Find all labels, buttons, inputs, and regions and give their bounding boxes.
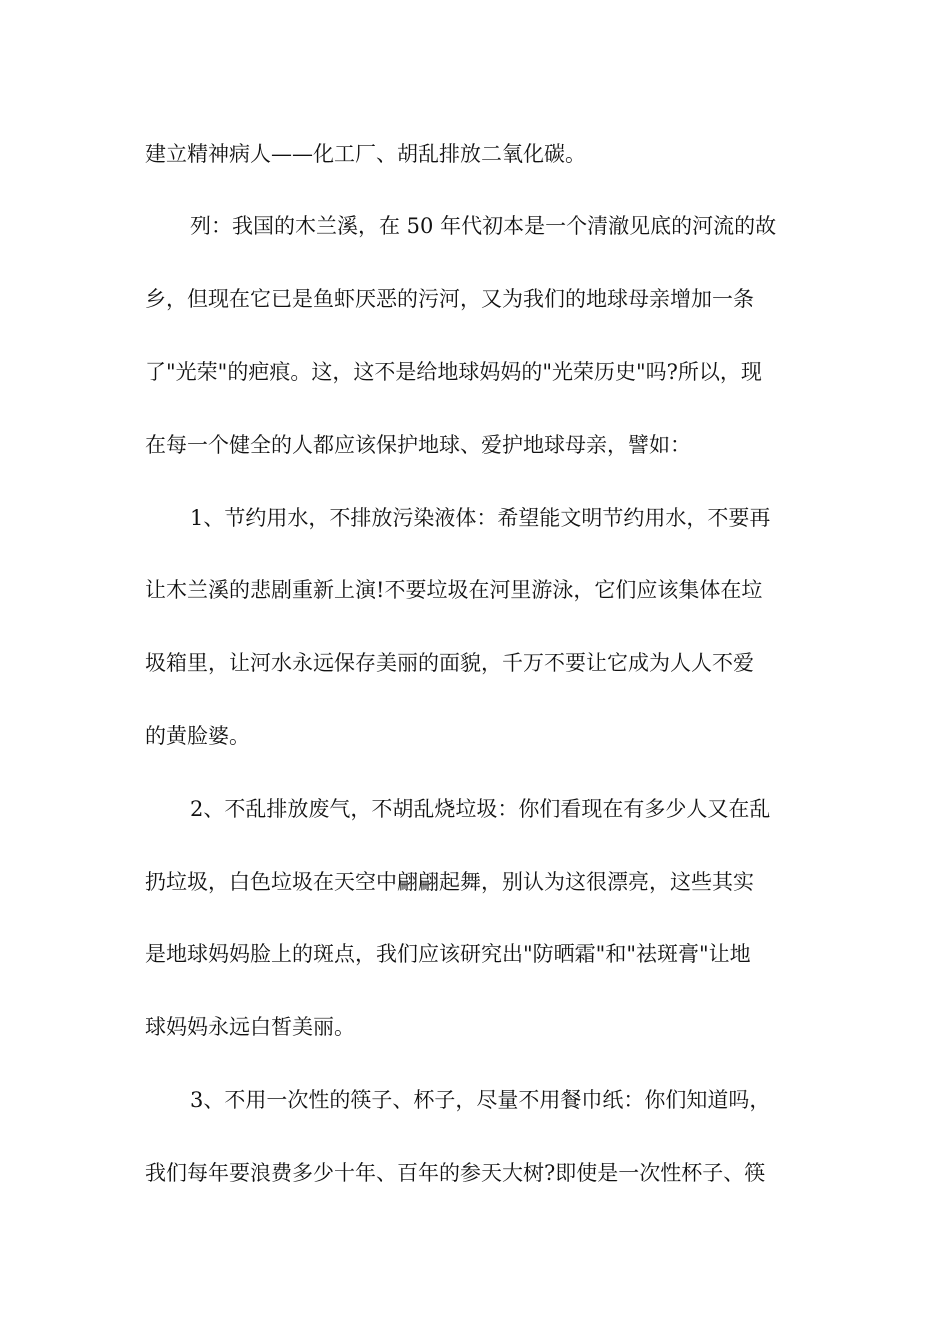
paragraph-line: 扔垃圾，白色垃圾在天空中翩翩起舞，别认为这很漂亮，这些其实 — [145, 870, 754, 894]
paragraph-line: 在每一个健全的人都应该保护地球、爱护地球母亲，譬如： — [145, 433, 691, 457]
paragraph-line: 的黄脸婆。 — [145, 724, 250, 748]
paragraph-line: 球妈妈永远白皙美丽。 — [145, 1015, 355, 1039]
paragraph-line: 3、不用一次性的筷子、杯子，尽量不用餐巾纸：你们知道吗， — [190, 1088, 771, 1112]
paragraph-line: 列：我国的木兰溪，在 50 年代初本是一个清澈见底的河流的故 — [190, 214, 777, 238]
paragraph-line: 了"光荣"的疤痕。这，这不是给地球妈妈的"光荣历史"吗?所以，现 — [145, 360, 762, 384]
paragraph-line: 建立精神病人——化工厂、胡乱排放二氧化碳。 — [145, 142, 586, 166]
paragraph-line: 是地球妈妈脸上的斑点，我们应该研究出"防晒霜"和"祛斑膏"让地 — [145, 942, 751, 966]
paragraph-line: 1、节约用水，不排放污染液体：希望能文明节约用水，不要再 — [190, 506, 771, 530]
paragraph-line: 圾箱里，让河水永远保存美丽的面貌，千万不要让它成为人人不爱 — [145, 651, 754, 675]
paragraph-line: 我们每年要浪费多少十年、百年的参天大树?即使是一次性杯子、筷 — [145, 1161, 766, 1185]
paragraph-line: 乡，但现在它已是鱼虾厌恶的污河，又为我们的地球母亲增加一条 — [145, 287, 754, 311]
paragraph-line: 让木兰溪的悲剧重新上演!不要垃圾在河里游泳，它们应该集体在垃 — [145, 578, 763, 602]
paragraph-line: 2、不乱排放废气，不胡乱烧垃圾：你们看现在有多少人又在乱 — [190, 797, 771, 821]
